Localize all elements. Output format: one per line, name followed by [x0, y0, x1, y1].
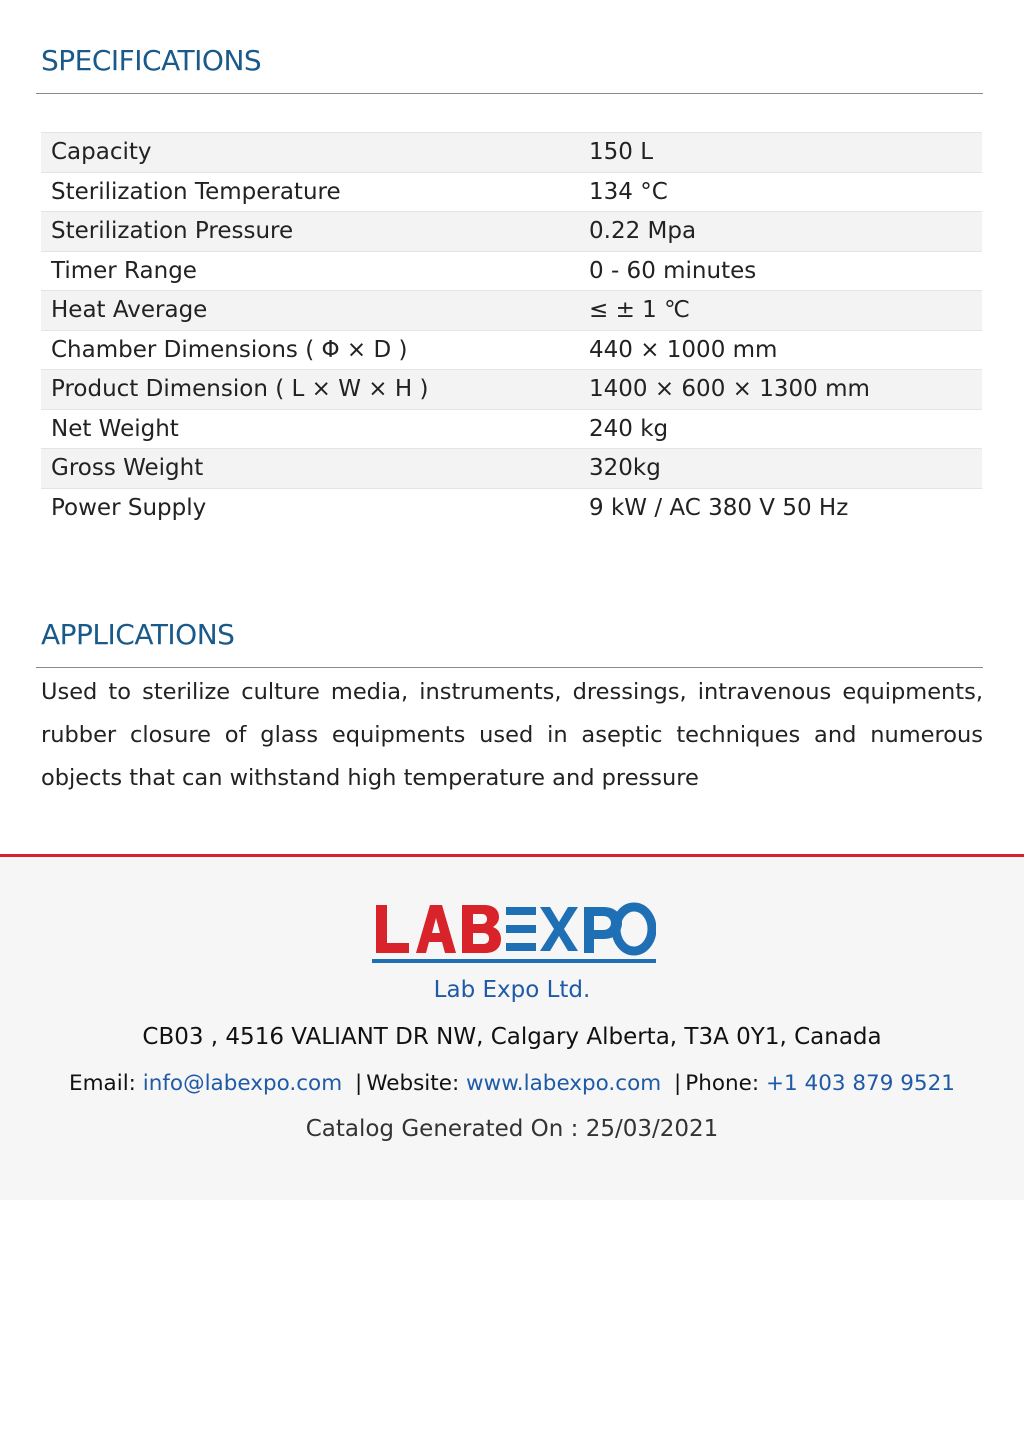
company-name: Lab Expo Ltd.: [433, 977, 591, 1003]
phone-link[interactable]: +1 403 879 9521: [765, 1071, 955, 1096]
specifications-divider: [36, 93, 983, 94]
spec-value: 0.22 Mpa: [579, 212, 982, 252]
spec-value: 440 × 1000 mm: [579, 330, 982, 370]
spec-value: 320kg: [579, 449, 982, 489]
company-address: CB03 , 4516 VALIANT DR NW, Calgary Alberta, T3A 0Y1, Canada: [142, 1024, 882, 1050]
spec-value: 240 kg: [579, 409, 982, 449]
spec-value: 0 - 60 minutes: [579, 251, 982, 291]
spec-label: Gross Weight: [41, 449, 579, 489]
spec-value: 1400 × 600 × 1300 mm: [579, 370, 982, 410]
separator: |: [674, 1071, 682, 1096]
spec-label: Timer Range: [41, 251, 579, 291]
spec-label: Heat Average: [41, 291, 579, 331]
spec-value: 134 °C: [579, 172, 982, 212]
spec-row: [41, 291, 982, 331]
spec-label: Capacity: [41, 133, 579, 173]
spec-row: [41, 409, 982, 449]
specifications-table: [41, 132, 982, 527]
website-link[interactable]: www.labexpo.com: [466, 1071, 662, 1096]
spec-label: Product Dimension ( L × W × H ): [41, 370, 579, 410]
applications-text: Used to sterilize culture media, instruments, dressings, intravenous equipments, rubber closure of glass equipments used in aseptic techniques and numerous objects that can withstand high temperature and pressure: [41, 679, 983, 791]
contact-line: [0, 1071, 1024, 1096]
specifications-heading: SPECIFICATIONS: [41, 44, 262, 77]
email-label: Email:: [69, 1071, 136, 1096]
email-link[interactable]: info@labexpo.com: [142, 1071, 343, 1096]
catalog-generated-date: Catalog Generated On : 25/03/2021: [305, 1116, 719, 1142]
separator: |: [354, 1071, 363, 1096]
spec-row: [41, 133, 982, 173]
applications-heading: APPLICATIONS: [41, 618, 235, 651]
spec-row: [41, 488, 982, 527]
spec-row: [41, 449, 982, 489]
spec-row: [41, 172, 982, 212]
spec-row: [41, 370, 982, 410]
labexpo-logo: [372, 899, 656, 965]
website-label: Website:: [366, 1071, 460, 1096]
spec-row: [41, 212, 982, 252]
spec-value: ≤ ± 1 ℃: [579, 291, 982, 331]
phone-label: Phone:: [685, 1071, 760, 1096]
spec-row: [41, 330, 982, 370]
applications-divider: [36, 667, 983, 668]
spec-row: [41, 251, 982, 291]
spec-value: 150 L: [579, 133, 982, 173]
spec-label: Sterilization Temperature: [41, 172, 579, 212]
spec-label: Chamber Dimensions ( Φ × D ): [41, 330, 579, 370]
spec-label: Power Supply: [41, 488, 579, 527]
spec-label: Net Weight: [41, 409, 579, 449]
spec-value: 9 kW / AC 380 V 50 Hz: [579, 488, 982, 527]
footer: [0, 854, 1024, 1200]
spec-label: Sterilization Pressure: [41, 212, 579, 252]
